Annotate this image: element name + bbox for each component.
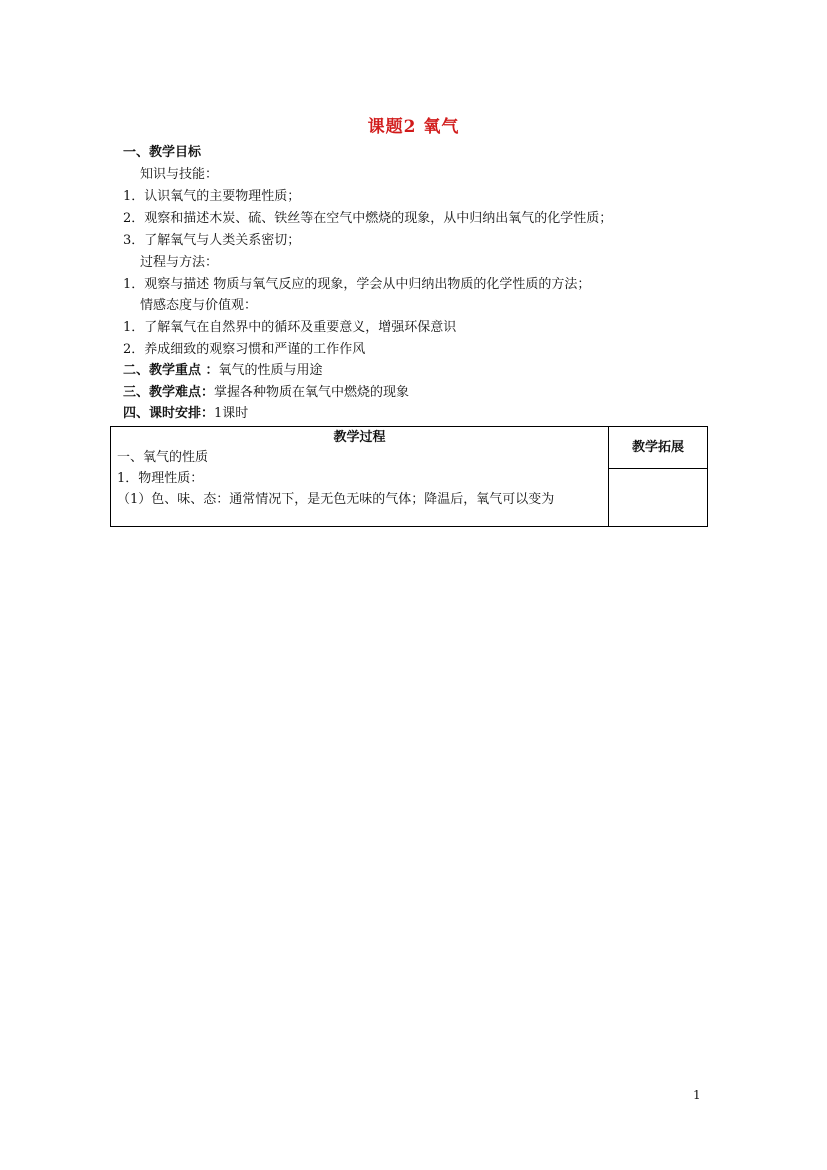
key-point-label: 二、教学重点 ： — [123, 363, 219, 378]
extension-header: 教学拓展 — [631, 440, 684, 455]
extension-header-cell — [609, 427, 708, 469]
knowledge-label: 知识与技能： — [140, 167, 219, 182]
schedule-text: 1课时 — [214, 406, 249, 421]
process-header: 教学过程 — [333, 430, 386, 445]
knowledge-item: 2．观察和描述木炭、硫、铁丝等在空气中燃烧的现象，从中归纳出氧气的化学性质； — [123, 211, 613, 226]
process-cell — [111, 427, 609, 527]
difficulty — [123, 384, 409, 402]
lesson-table — [110, 426, 708, 527]
extension-cell — [609, 469, 708, 527]
process-item: 1．观察与描述 物质与氧气反应的现象，学会从中归纳出物质的化学性质的方法； — [123, 277, 591, 292]
difficulty-text: 掌握各种物质在氧气中燃烧的现象 — [214, 385, 410, 400]
schedule — [123, 405, 248, 423]
process-line: 1．物理性质： — [117, 471, 204, 486]
process-line: 一、氧气的性质 — [117, 450, 209, 465]
process-label: 过程与方法： — [140, 255, 219, 270]
knowledge-item: 1．认识氧气的主要物理性质； — [123, 189, 301, 204]
knowledge-item: 3．了解氧气与人类关系密切； — [123, 233, 301, 248]
key-point-text: 氧气的性质与用途 — [218, 363, 323, 378]
objectives-heading: 一、教学目标 — [123, 145, 202, 160]
page-number: 1 — [693, 1088, 701, 1102]
schedule-label: 四、课时安排： — [123, 406, 215, 421]
page-title: 课题2 氧气 — [367, 117, 460, 137]
attitude-item: 2．养成细致的观察习惯和严谨的工作作风 — [123, 342, 366, 357]
attitude-item: 1．了解氧气在自然界中的循环及重要意义，增强环保意识 — [123, 320, 457, 335]
attitude-label: 情感态度与价值观： — [140, 298, 258, 313]
process-line: （1）色、味、态：通常情况下，是无色无味的气体；降温后，氧气可以变为 — [117, 492, 555, 507]
key-point — [123, 362, 323, 380]
difficulty-label: 三、教学难点： — [123, 385, 215, 400]
